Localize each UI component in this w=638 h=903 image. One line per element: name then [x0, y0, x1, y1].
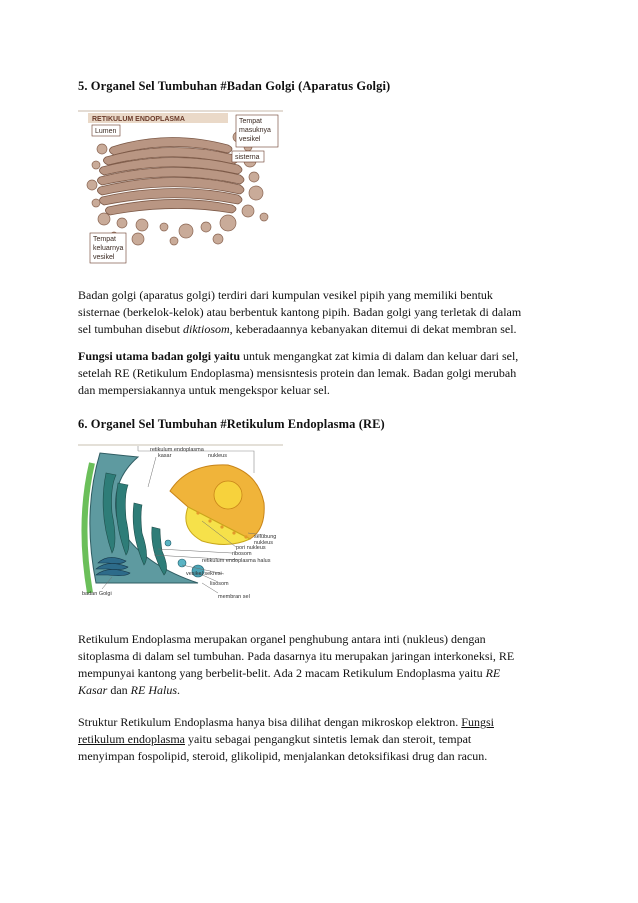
text-line	[78, 665, 556, 682]
er-label-ribosom: ribosom	[232, 551, 252, 557]
text-line	[78, 731, 556, 748]
golgi-label-cisterna: sisterna	[235, 154, 260, 161]
italic-term: Kasar	[78, 683, 108, 697]
er-label-nukleus: nukleus	[208, 453, 227, 459]
er-label-lisosom: lisosom	[210, 581, 229, 587]
golgi-figure-title: RETIKULUM ENDOPLASMA	[92, 116, 185, 123]
er-label-membran: membran sel	[218, 594, 250, 600]
er-label-selubung-1: selubung	[254, 534, 277, 540]
section-5-paragraph-2	[78, 348, 556, 399]
er-figure	[78, 443, 283, 608]
text-line: sitoplasma di dalam sel tumbuhan. Pada dasarnya itu merupakan jaringan interkoneksi, RE	[78, 649, 515, 663]
italic-term: diktiosom	[183, 322, 230, 336]
text-run: mempunyai kantong yang berbelit-belit. Ada 2 macam Retikulum Endoplasma yaitu	[78, 666, 486, 680]
text-run: Struktur Retikulum Endoplasma hanya bisa dilihat dengan mikroskop elektron.	[78, 715, 462, 729]
golgi-label-vesicle-in-3: vesikel	[239, 136, 261, 143]
text-line	[78, 682, 556, 699]
text-line	[78, 321, 556, 338]
section-6-paragraph-1	[78, 631, 556, 699]
text-run: dan	[107, 683, 131, 697]
golgi-label-vesicle-out-3: vesikel	[93, 254, 115, 261]
section-6-paragraph-2	[78, 714, 556, 765]
er-label-selubung-2: nukleus	[254, 540, 273, 546]
text-line: sisternae (berkelok-kelok) atau berbentuk kantong pipih. Badan golgi yang terletak di dalam	[78, 305, 522, 319]
italic-term: RE	[485, 666, 501, 680]
golgi-label-vesicle-in-1: Tempat	[239, 118, 262, 125]
section-5-paragraph-1	[78, 287, 556, 338]
text-run: untuk mengangkat zat kimia di dalam dan keluar dari sel,	[240, 349, 519, 363]
text-line	[78, 348, 556, 365]
text-line: dan mempersiakannya untuk mengekspor keluar sel.	[78, 383, 330, 397]
er-label-golgi: badan Golgi	[82, 591, 112, 597]
text-run: , keberadaannya kebanyakan ditemui di dekat membran sel.	[229, 322, 517, 336]
section-6-heading: 6. Organel Sel Tumbuhan #Retikulum Endoplasma (RE)	[78, 417, 385, 431]
text-line: Badan golgi (aparatus golgi) terdiri dari kumpulan vesikel pipih yang memiliki bentuk	[78, 288, 493, 302]
section-5-heading: 5. Organel Sel Tumbuhan #Badan Golgi (Aparatus Golgi)	[78, 79, 391, 93]
text-run: sel tumbuhan disebut	[78, 322, 183, 336]
er-label-re-kasar-1: retikulum endoplasma	[150, 447, 204, 453]
text-line: menyimpan fospolipid, steroid, glikolipid, menjalankan detoksifikasi drug dan racun.	[78, 749, 488, 763]
bold-lead: Fungsi utama badan golgi yaitu	[78, 349, 241, 363]
golgi-label-vesicle-in-2: masuknya	[239, 127, 271, 134]
text-line: Retikulum Endoplasma merupakan organel penghubung antara inti (nukleus) dengan	[78, 632, 486, 646]
golgi-label-lumen: Lumen	[95, 128, 117, 135]
er-label-re-halus: retikulum endoplasma halus	[202, 558, 271, 564]
text-line: setelah RE (Retikulum Endoplasma) mensisntesis protein dan lemak. Badan golgi merubah	[78, 366, 517, 380]
er-label-pori: pori nukleus	[236, 545, 266, 551]
golgi-label-vesicle-out-1: Tempat	[93, 236, 116, 243]
text-run: .	[177, 683, 181, 697]
golgi-label-vesicle-out-2: keluarnya	[93, 245, 124, 252]
text-run: yaitu sebagai pengangkut sintetis lemak dan steroit, tempat	[184, 732, 472, 746]
italic-term: RE Halus	[130, 683, 178, 697]
golgi-figure	[78, 107, 283, 265]
underlined-term: retikulum endoplasma	[78, 732, 185, 746]
er-label-re-kasar-2: kasar	[158, 453, 172, 459]
underlined-term: Fungsi	[461, 715, 494, 729]
er-label-vesikel: vesikel sekresi	[186, 571, 222, 577]
text-line	[78, 714, 556, 731]
